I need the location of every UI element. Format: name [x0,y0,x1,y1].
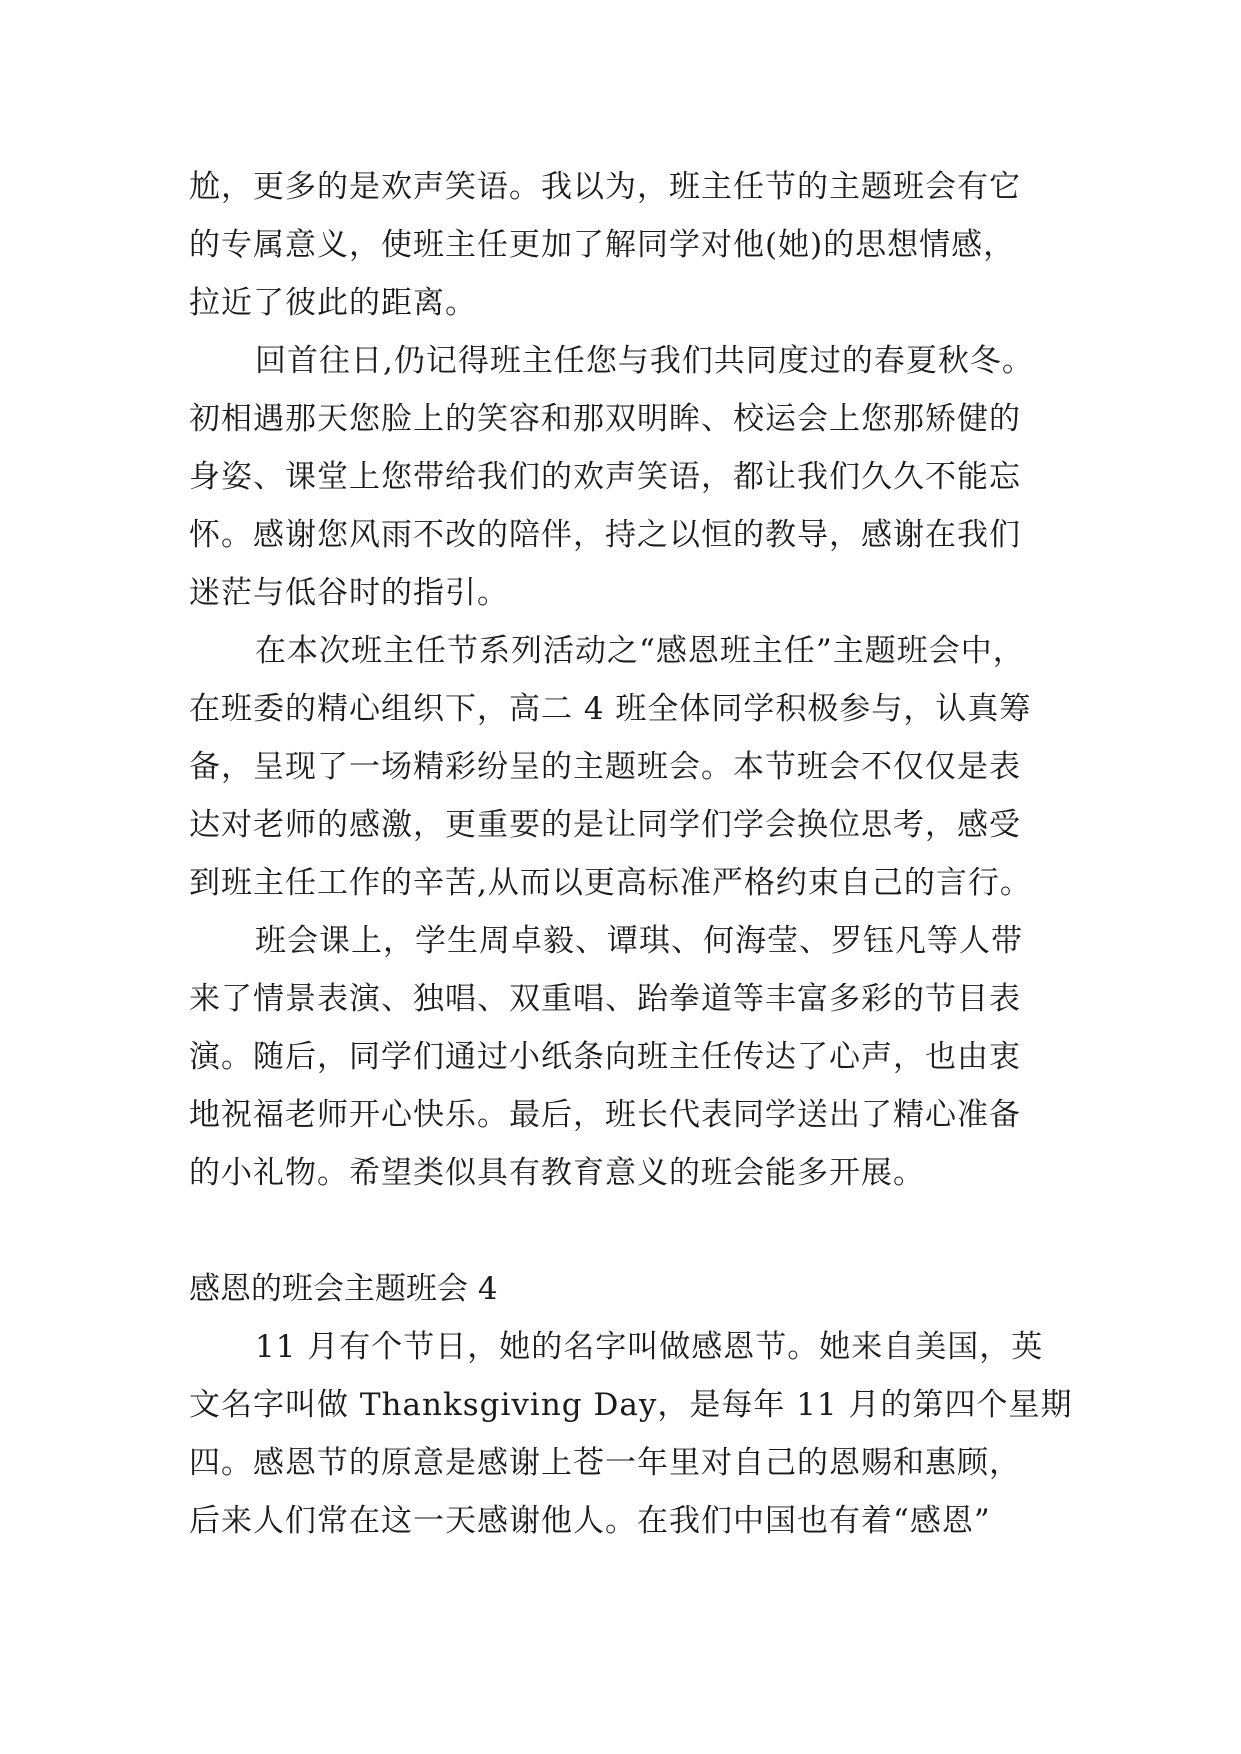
paragraph-3 [189,622,1059,912]
paragraph-line: 的专属意义，使班主任更加了解同学对他(她)的思想情感， [189,227,1016,263]
paragraph-line: 拉近了彼此的距离。 [189,285,477,321]
paragraph-line: 怀。感谢您风雨不改的陪伴，持之以恒的教导，感谢在我们 [189,517,1021,553]
paragraph-line: 迷茫与低谷时的指引。 [189,575,509,611]
paragraph-line: 在班委的精心组织下，高二 4 班全体同学积极参与，认真筹 [189,691,1032,727]
paragraph-line: 11 月有个节日，她的名字叫做感恩节。她来自美国，英 [255,1329,1044,1365]
section-spacer [189,1202,1059,1260]
paragraph-line: 回首往日,仍记得班主任您与我们共同度过的春夏秋冬。 [255,343,1034,379]
paragraph-line: 达对老师的感激，更重要的是让同学们学会换位思考，感受 [189,807,1021,843]
paragraph-line: 后来人们常在这一天感谢他人。在我们中国也有着“感恩” [189,1503,991,1539]
paragraph-line: 初相遇那天您脸上的笑容和那双明眸、校运会上您那矫健的 [189,401,1021,437]
paragraph-line: 来了情景表演、独唱、双重唱、跆拳道等丰富多彩的节目表 [189,981,1021,1017]
section-heading: 感恩的班会主题班会 4 [189,1271,498,1307]
document-page [189,158,1073,1550]
paragraph-4 [189,912,1059,1202]
paragraph-line: 身姿、课堂上您带给我们的欢声笑语，都让我们久久不能忘 [189,459,1021,495]
paragraph-line: 四。感恩节的原意是感谢上苍一年里对自己的恩赐和惠顾， [189,1445,1021,1481]
paragraph-line: 的小礼物。希望类似具有教育意义的班会能多开展。 [189,1155,925,1191]
section-paragraph [189,1318,1073,1550]
paragraph-line: 备，呈现了一场精彩纷呈的主题班会。本节班会不仅仅是表 [189,749,1021,785]
paragraph-2 [189,332,1059,622]
paragraph-line: 演。随后，同学们通过小纸条向班主任传达了心声，也由衷 [189,1039,1021,1075]
paragraph-line: 在本次班主任节系列活动之“感恩班主任”主题班会中， [255,633,1025,669]
paragraph-1 [189,158,1059,332]
paragraph-line: 到班主任工作的辛苦,从而以更高标准严格约束自己的言行。 [189,865,1032,901]
paragraph-line: 尬，更多的是欢声笑语。我以为，班主任节的主题班会有它 [189,169,1021,205]
paragraph-line: 地祝福老师开心快乐。最后，班长代表同学送出了精心准备 [189,1097,1021,1133]
paragraph-line: 班会课上，学生周卓毅、谭琪、何海莹、罗钰凡等人带 [255,923,1023,959]
paragraph-line: 文名字叫做 Thanksgiving Day，是每年 11 月的第四个星期 [189,1387,1073,1423]
